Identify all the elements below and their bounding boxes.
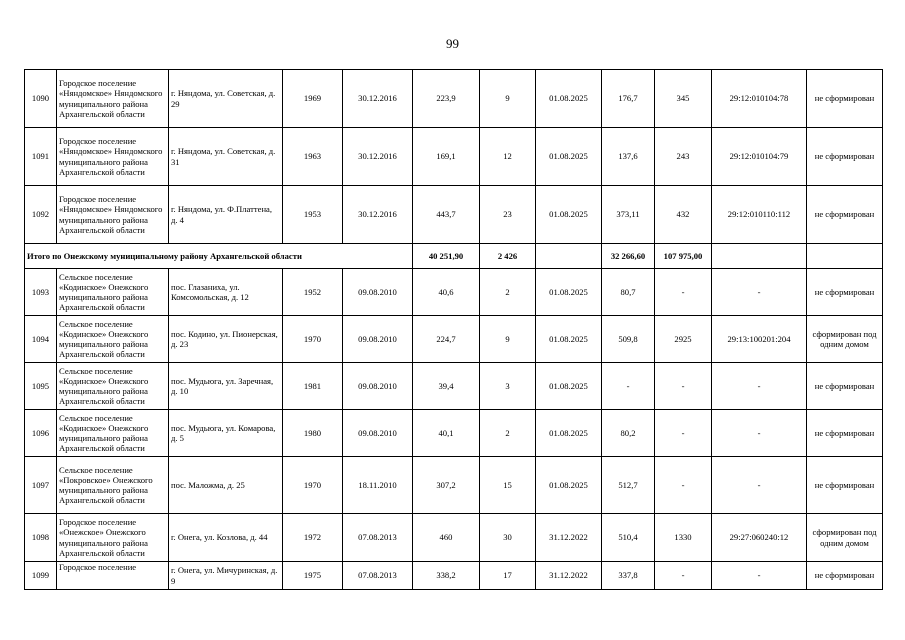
land-area: - [655, 363, 712, 410]
municipality-name: Сельское поселение «Кодинское» Онежского муниципального района Архангельской области [57, 316, 169, 363]
residents-count: 3 [480, 363, 536, 410]
total-empty-cell [536, 244, 602, 269]
residents-count: 12 [480, 128, 536, 186]
municipality-name: Городское поселение «Онежское» Онежского муниципального района Архангельской области [57, 514, 169, 562]
cadastral-number: - [712, 457, 807, 514]
row-number: 1092 [25, 186, 57, 244]
cadastral-number: - [712, 410, 807, 457]
planned-date: 01.08.2025 [536, 457, 602, 514]
recognition-date: 09.08.2010 [343, 316, 413, 363]
table-row [25, 128, 883, 186]
area-value-2: 137,6 [602, 128, 655, 186]
address: г. Няндома, ул. Ф.Платтена, д. 4 [169, 186, 283, 244]
municipality-name: Городское поселение [57, 562, 169, 590]
year-built: 1963 [283, 128, 343, 186]
planned-date: 31.12.2022 [536, 514, 602, 562]
table-row [25, 410, 883, 457]
row-number: 1093 [25, 269, 57, 316]
row-number: 1090 [25, 70, 57, 128]
planned-date: 01.08.2025 [536, 363, 602, 410]
address: г. Онега, ул. Мичуринская, д. 9 [169, 562, 283, 590]
land-area: - [655, 269, 712, 316]
planned-date: 01.08.2025 [536, 186, 602, 244]
table-row [25, 514, 883, 562]
area-value: 460 [413, 514, 480, 562]
area-value: 224,7 [413, 316, 480, 363]
municipality-name: Сельское поселение «Покровское» Онежского муниципального района Архангельской области [57, 457, 169, 514]
row-number: 1095 [25, 363, 57, 410]
address: пос. Мудьюга, ул. Заречная, д. 10 [169, 363, 283, 410]
area-value: 40,1 [413, 410, 480, 457]
total-label: Итого по Онежскому муниципальному району Архангельской области [25, 244, 413, 269]
municipality-name: Сельское поселение «Кодинское» Онежского муниципального района Архангельской области [57, 410, 169, 457]
table-row [25, 70, 883, 128]
land-area: 2925 [655, 316, 712, 363]
residents-count: 9 [480, 70, 536, 128]
planned-date: 01.08.2025 [536, 128, 602, 186]
area-value-2: 373,11 [602, 186, 655, 244]
year-built: 1980 [283, 410, 343, 457]
area-value-2: 176,7 [602, 70, 655, 128]
total-empty-cell [712, 244, 807, 269]
row-number: 1099 [25, 562, 57, 590]
land-area: - [655, 410, 712, 457]
cadastral-number: 29:12:010104:78 [712, 70, 807, 128]
table-row [25, 316, 883, 363]
address: г. Няндома, ул. Советская, д. 29 [169, 70, 283, 128]
total-empty-cell [807, 244, 883, 269]
cadastral-number: - [712, 562, 807, 590]
cadastral-number: - [712, 269, 807, 316]
land-status: не сформирован [807, 128, 883, 186]
year-built: 1970 [283, 457, 343, 514]
total-area-2: 32 266,60 [602, 244, 655, 269]
planned-date: 01.08.2025 [536, 410, 602, 457]
address: г. Онега, ул. Козлова, д. 44 [169, 514, 283, 562]
municipality-name: Сельское поселение «Кодинское» Онежского муниципального района Архангельской области [57, 269, 169, 316]
table-row [25, 562, 883, 590]
area-value-2: 510,4 [602, 514, 655, 562]
land-area: 243 [655, 128, 712, 186]
area-value-2: 80,2 [602, 410, 655, 457]
land-status: сформирован под одним домом [807, 514, 883, 562]
planned-date: 31.12.2022 [536, 562, 602, 590]
recognition-date: 09.08.2010 [343, 410, 413, 457]
row-number: 1096 [25, 410, 57, 457]
address: пос. Глазаниха, ул. Комсомольская, д. 12 [169, 269, 283, 316]
page-number: 99 [446, 36, 459, 51]
table-row [25, 269, 883, 316]
row-number: 1094 [25, 316, 57, 363]
row-number: 1097 [25, 457, 57, 514]
area-value-2: 337,8 [602, 562, 655, 590]
recognition-date: 30.12.2016 [343, 70, 413, 128]
cadastral-number: 29:12:010110:112 [712, 186, 807, 244]
year-built: 1970 [283, 316, 343, 363]
recognition-date: 07.08.2013 [343, 562, 413, 590]
recognition-date: 30.12.2016 [343, 128, 413, 186]
land-status: не сформирован [807, 410, 883, 457]
table-row [25, 186, 883, 244]
land-area: - [655, 562, 712, 590]
area-value-2: 512,7 [602, 457, 655, 514]
land-area: - [655, 457, 712, 514]
area-value: 169,1 [413, 128, 480, 186]
municipality-name: Городское поселение «Няндомское» Няндомского муниципального района Архангельской области [57, 186, 169, 244]
area-value: 338,2 [413, 562, 480, 590]
address: пос. Кодино, ул. Пионерская, д. 23 [169, 316, 283, 363]
recognition-date: 18.11.2010 [343, 457, 413, 514]
cadastral-number: 29:13:100201:204 [712, 316, 807, 363]
land-area: 1330 [655, 514, 712, 562]
land-area: 432 [655, 186, 712, 244]
land-area: 345 [655, 70, 712, 128]
land-status: не сформирован [807, 269, 883, 316]
land-status: не сформирован [807, 186, 883, 244]
cadastral-number: 29:12:010104:79 [712, 128, 807, 186]
land-status: не сформирован [807, 363, 883, 410]
area-value: 40,6 [413, 269, 480, 316]
area-value: 443,7 [413, 186, 480, 244]
cadastral-number: - [712, 363, 807, 410]
recognition-date: 09.08.2010 [343, 269, 413, 316]
land-status: сформирован под одним домом [807, 316, 883, 363]
row-number: 1098 [25, 514, 57, 562]
table-row [25, 363, 883, 410]
year-built: 1953 [283, 186, 343, 244]
residents-count: 15 [480, 457, 536, 514]
total-residents: 2 426 [480, 244, 536, 269]
planned-date: 01.08.2025 [536, 70, 602, 128]
area-value: 307,2 [413, 457, 480, 514]
residents-count: 2 [480, 269, 536, 316]
address: пос. Мудьюга, ул. Комарова, д. 5 [169, 410, 283, 457]
recognition-date: 30.12.2016 [343, 186, 413, 244]
residents-count: 23 [480, 186, 536, 244]
area-value: 39,4 [413, 363, 480, 410]
land-status: не сформирован [807, 70, 883, 128]
year-built: 1975 [283, 562, 343, 590]
land-status: не сформирован [807, 457, 883, 514]
housing-registry-table [24, 69, 883, 590]
address: г. Няндома, ул. Советская, д. 31 [169, 128, 283, 186]
municipality-name: Сельское поселение «Кодинское» Онежского муниципального района Архангельской области [57, 363, 169, 410]
year-built: 1972 [283, 514, 343, 562]
area-value-2: 80,7 [602, 269, 655, 316]
municipality-name: Городское поселение «Няндомское» Няндомского муниципального района Архангельской области [57, 70, 169, 128]
residents-count: 30 [480, 514, 536, 562]
area-value-2: - [602, 363, 655, 410]
planned-date: 01.08.2025 [536, 316, 602, 363]
total-area: 40 251,90 [413, 244, 480, 269]
recognition-date: 07.08.2013 [343, 514, 413, 562]
residents-count: 17 [480, 562, 536, 590]
area-value: 223,9 [413, 70, 480, 128]
year-built: 1969 [283, 70, 343, 128]
row-number: 1091 [25, 128, 57, 186]
year-built: 1952 [283, 269, 343, 316]
residents-count: 2 [480, 410, 536, 457]
cadastral-number: 29:27:060240:12 [712, 514, 807, 562]
table-row [25, 457, 883, 514]
land-status: не сформирован [807, 562, 883, 590]
year-built: 1981 [283, 363, 343, 410]
residents-count: 9 [480, 316, 536, 363]
address: пос. Маложма, д. 25 [169, 457, 283, 514]
total-row [25, 244, 883, 269]
total-land-area: 107 975,00 [655, 244, 712, 269]
municipality-name: Городское поселение «Няндомское» Няндомского муниципального района Архангельской области [57, 128, 169, 186]
recognition-date: 09.08.2010 [343, 363, 413, 410]
table-body [25, 70, 883, 590]
area-value-2: 509,8 [602, 316, 655, 363]
planned-date: 01.08.2025 [536, 269, 602, 316]
